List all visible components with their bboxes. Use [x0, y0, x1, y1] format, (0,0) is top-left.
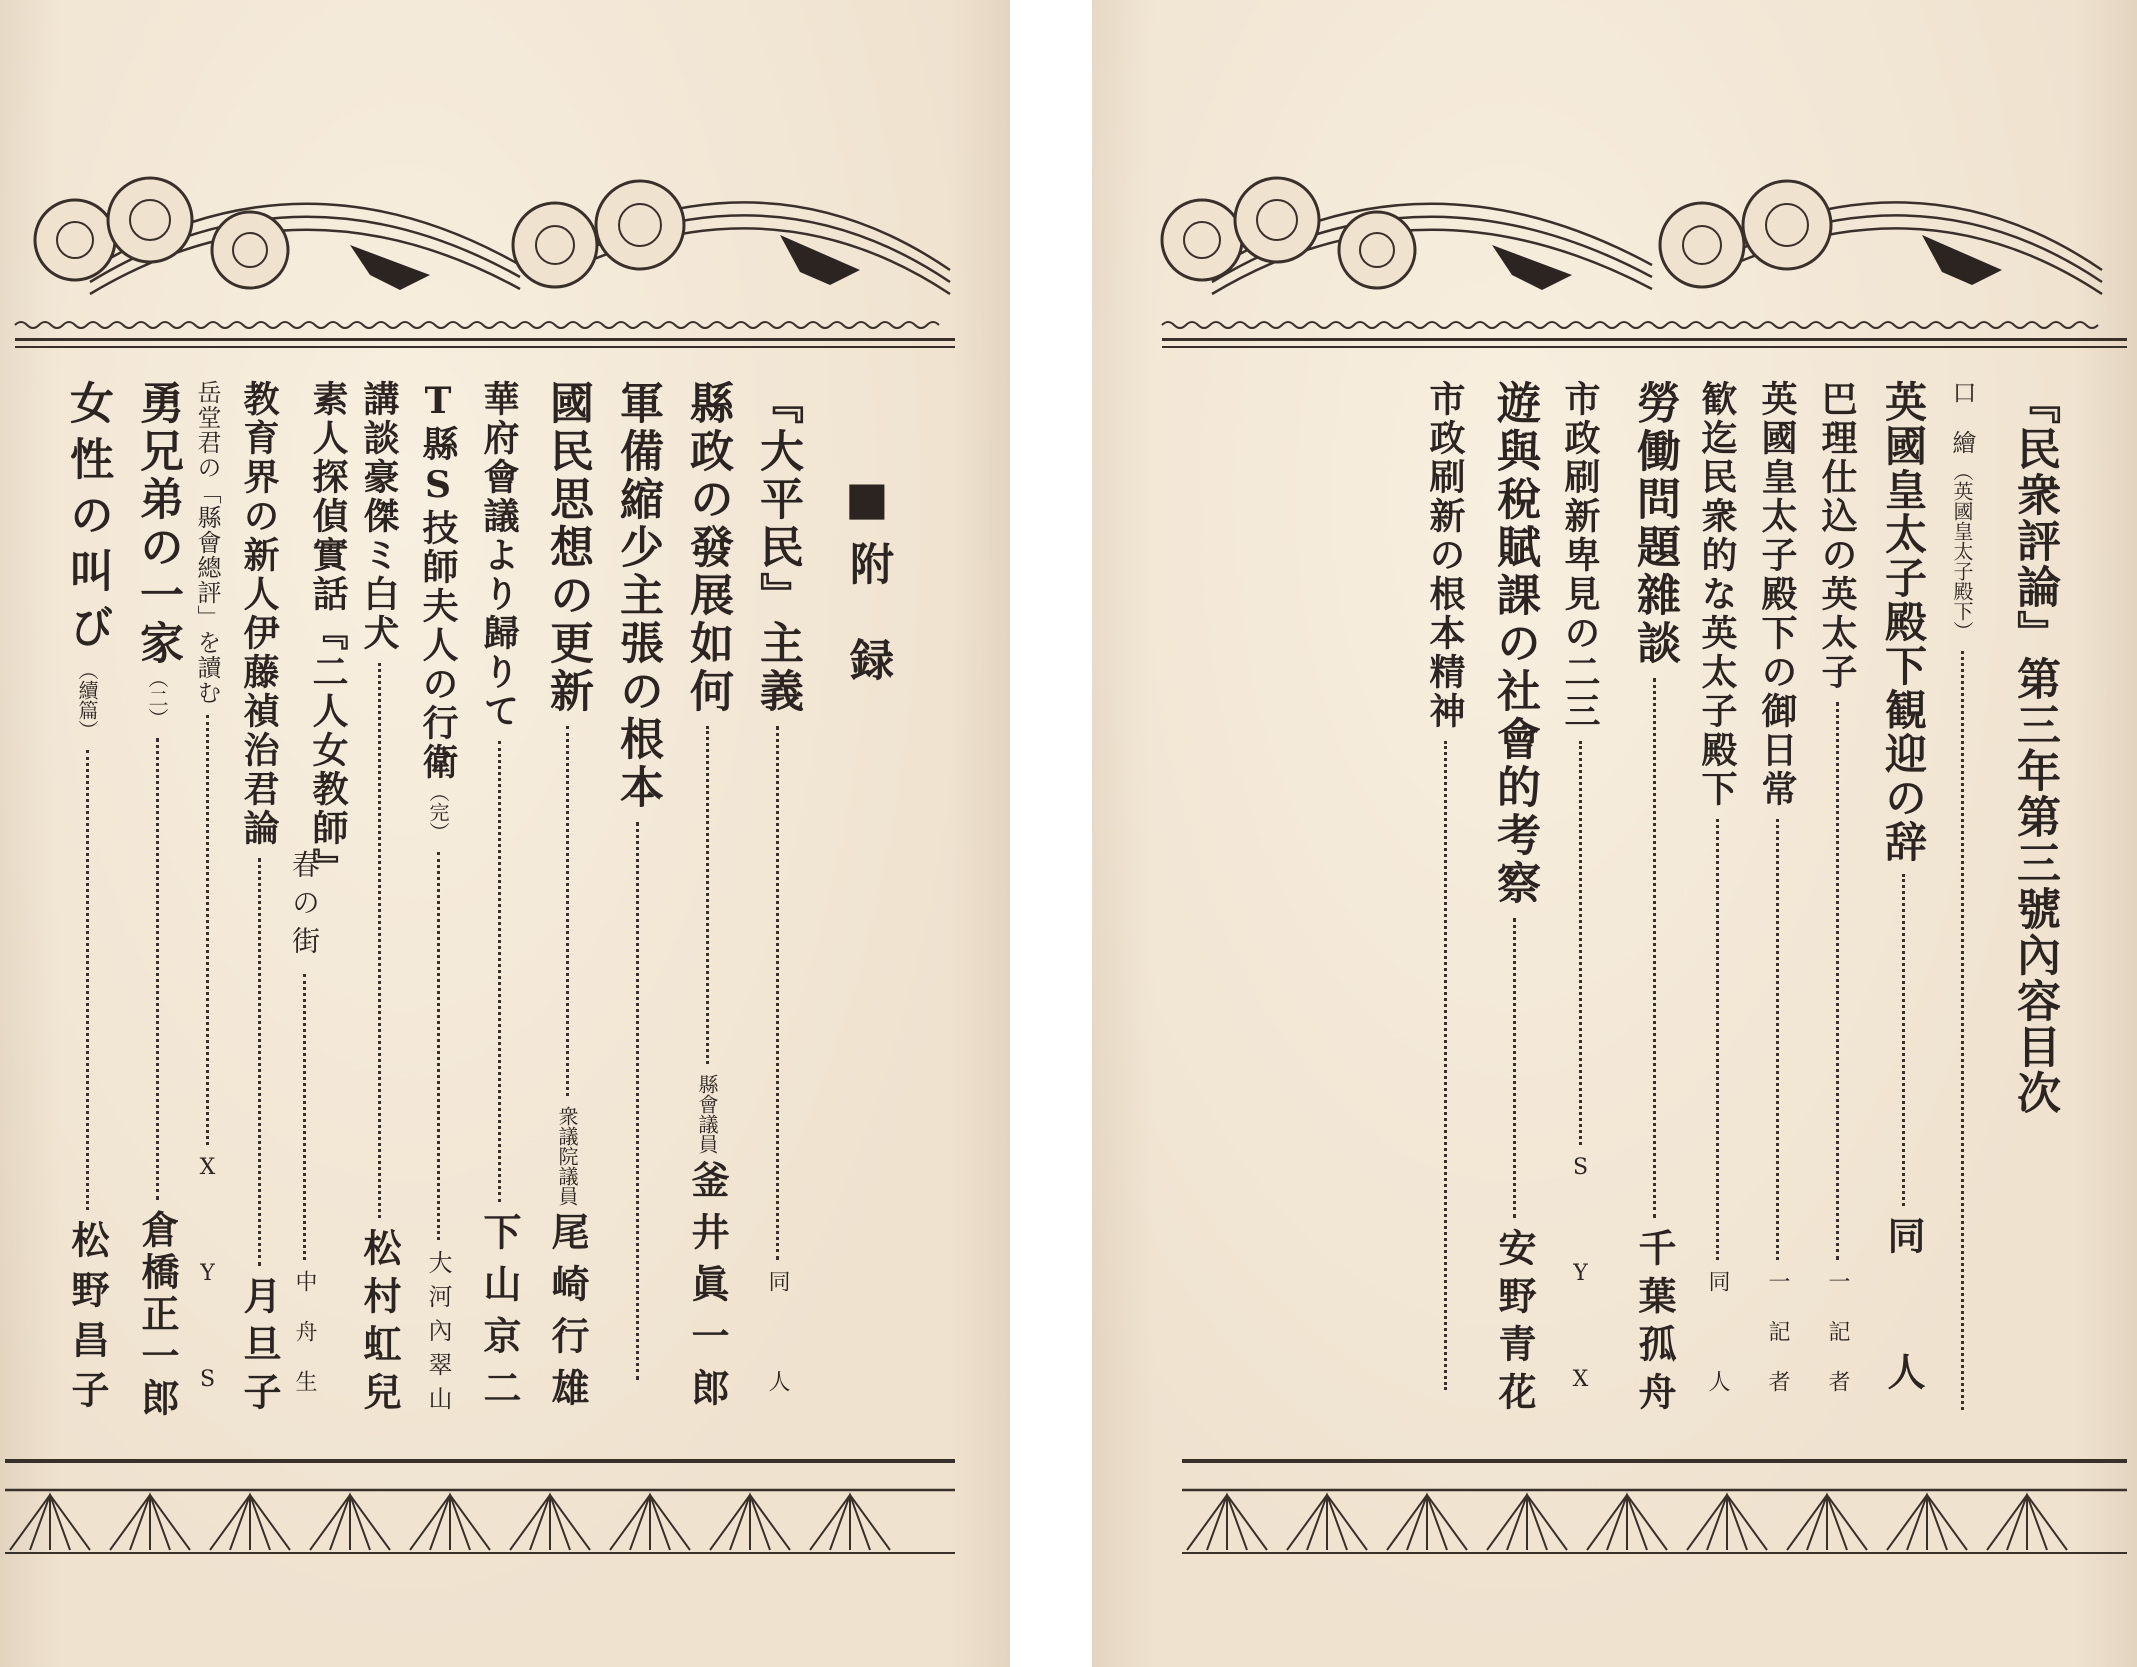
- leader-dots: [258, 858, 261, 1266]
- leader-dots: [1444, 741, 1447, 1390]
- leader-dots: [1836, 702, 1839, 1260]
- leader-dots: [1902, 874, 1905, 1206]
- entry-title: 歓迄民衆的な英太子殿下: [1696, 380, 1738, 809]
- entry-title: 勇兄弟の一家: [132, 380, 183, 668]
- entry-note: （完）: [426, 782, 450, 842]
- entry-title: 春の街: [288, 850, 321, 964]
- toc-entry: [752, 380, 803, 1420]
- leader-dots: [706, 726, 709, 1064]
- leader-dots: [776, 726, 779, 1260]
- toc-entry: [1559, 380, 1601, 1420]
- entry-note: （二）: [145, 668, 169, 728]
- section-mark: ■: [845, 471, 889, 525]
- entry-title: 遊與稅賦課の社會的考察: [1489, 380, 1540, 908]
- leader-dots: [1513, 918, 1516, 1218]
- entry-author: 一記者: [1765, 1270, 1790, 1420]
- footer-ornament: [1092, 1455, 2137, 1560]
- toc-entry: [288, 380, 321, 1420]
- entry-note: （英國皇太子殿下）: [1950, 461, 1974, 641]
- entry-author: 倉橋正一郎: [135, 1210, 180, 1420]
- entry-author: 下山京二: [477, 1212, 522, 1420]
- appendix-heading: [842, 380, 893, 1420]
- entry-author: 同 人: [1705, 1270, 1730, 1420]
- leader-dots: [1653, 678, 1656, 1218]
- entry-title: 勞働問題雜談: [1629, 380, 1680, 668]
- leader-dots: [636, 822, 639, 1380]
- toc-entry: [1696, 380, 1738, 1420]
- entry-title: 軍備縮少主張の根本: [612, 380, 663, 812]
- entry-author: 大河內翠山: [424, 1250, 452, 1420]
- leader-dots: [86, 750, 89, 1210]
- leader-dots: [1961, 651, 1964, 1410]
- toc-entry: [1489, 380, 1540, 1420]
- entry-title: 市政刷新の根本精神: [1424, 380, 1466, 731]
- entry-title: 素人探偵實話『二人女教師』: [307, 380, 349, 887]
- entry-author: 一記者: [1825, 1270, 1850, 1420]
- contents-title: [2009, 380, 2060, 1420]
- leader-dots: [566, 726, 569, 1096]
- toc-entry: [1879, 380, 1928, 1420]
- toc-entry: [612, 380, 663, 1420]
- entry-title: 女性の叫び: [62, 380, 113, 660]
- leader-dots: [1776, 819, 1779, 1260]
- toc-entry: [682, 380, 733, 1420]
- entry-title: T縣S技師夫人の行衛: [417, 380, 459, 782]
- section-title: 附 録: [842, 541, 893, 685]
- toc-entry: [477, 380, 522, 1420]
- appendix-page: [0, 0, 1010, 1667]
- toc-entry: [1816, 380, 1858, 1420]
- leader-dots: [156, 738, 159, 1200]
- entry-title: 市政刷新卑見の二三: [1559, 380, 1601, 731]
- toc-entry: [237, 380, 282, 1420]
- entry-role: 縣會議員: [695, 1074, 719, 1154]
- entry-title: 英國皇太子殿下の御日常: [1756, 380, 1798, 809]
- entry-title: 國民思想の更新: [542, 380, 593, 716]
- toc-entry: [62, 380, 113, 1420]
- entry-author: 中舟生: [292, 1270, 317, 1420]
- entry-author: 釜井眞一郎: [685, 1160, 730, 1420]
- entry-title: 岳堂君の「縣會總評」を讀む: [193, 380, 221, 705]
- entry-title: 講談豪傑ミ白犬: [358, 380, 400, 653]
- toc-entry: [132, 380, 183, 1420]
- toc-entry: [1629, 380, 1680, 1420]
- leader-dots: [1716, 819, 1719, 1260]
- entry-author: 松野昌子: [65, 1220, 110, 1420]
- entry-title: 教育界の新人伊藤禎治君論: [238, 380, 280, 848]
- contents-page: [1092, 0, 2137, 1667]
- entry-title: 縣政の發展如何: [682, 380, 733, 716]
- toc-entry: [542, 380, 593, 1420]
- header-ornament: [0, 150, 1010, 350]
- page-gutter: [1010, 0, 1092, 1667]
- entry-author: 安野青花: [1492, 1228, 1537, 1420]
- toc-entry: [1950, 380, 1974, 1420]
- entry-role: 衆議院議員: [555, 1106, 579, 1206]
- leader-dots: [1579, 741, 1582, 1145]
- entry-author: X Y S: [195, 1155, 220, 1420]
- entry-author: 尾崎行雄: [545, 1212, 590, 1420]
- toc-entry: [417, 380, 459, 1420]
- entry-author: 松村虹兒: [357, 1228, 402, 1420]
- toc-entry: [1756, 380, 1798, 1420]
- entry-title: 華府會議より歸りて: [478, 380, 520, 731]
- leader-dots: [378, 663, 381, 1218]
- header-ornament: [1092, 150, 2137, 350]
- entry-author: S Y X: [1568, 1155, 1593, 1420]
- leader-dots: [437, 852, 440, 1240]
- entry-author: 月旦子: [237, 1276, 282, 1420]
- entry-title: 『大平民』主義: [752, 380, 803, 716]
- toc-entry: [195, 380, 219, 1420]
- entry-author: 千葉孤舟: [1632, 1228, 1677, 1420]
- leader-dots: [303, 974, 306, 1260]
- page-title: 『民衆評論』第三年第三號內容目次: [2009, 380, 2060, 1116]
- entry-title: 巴理仕込の英太子: [1816, 380, 1858, 692]
- entry-title: 口 繪: [1948, 380, 1976, 455]
- entry-author: 同 人: [765, 1270, 790, 1420]
- entry-note: （續篇）: [75, 660, 99, 740]
- leader-dots: [206, 715, 209, 1145]
- toc-entry: [1424, 380, 1466, 1420]
- toc-entry: [357, 380, 402, 1420]
- footer-ornament: [0, 1455, 1010, 1560]
- leader-dots: [498, 741, 501, 1202]
- entry-title: 英國皇太子殿下観迎の辞: [1879, 380, 1928, 864]
- entry-author: 同 人: [1881, 1216, 1926, 1420]
